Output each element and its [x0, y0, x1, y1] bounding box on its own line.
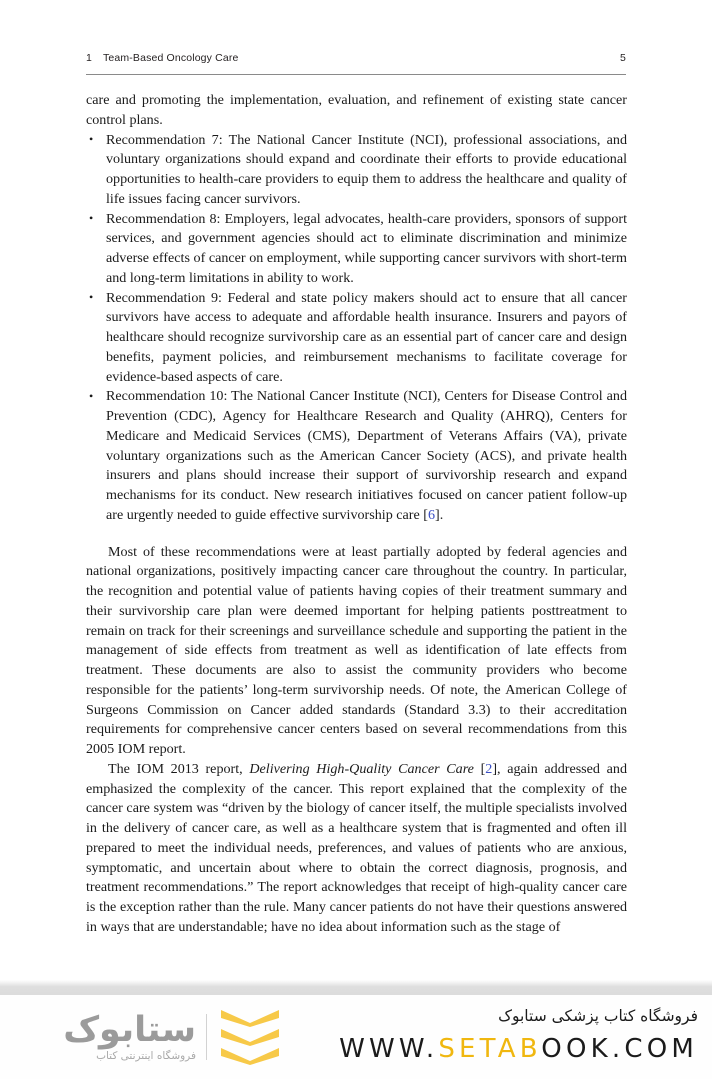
- brand-text-block: [278, 1004, 698, 1066]
- url-brand-b: B: [519, 1034, 542, 1064]
- page-number: 5: [620, 52, 626, 64]
- chapter-number: 1: [86, 52, 92, 64]
- paragraph-rest-text: again addressed and emphasized the complexity of the cancer. This report explained that the complexity of the cancer care system was “driven by the biology of cancer itself, the multiple specialists involved in the delivery of cancer care, as well as a healthcare system that is fragmented and often ill prepared to meet the individual needs, preferences, and values of patients who are anxious, symptomatic, and uncertain about where to obtain the correct diagnosis, prognosis, and treatment recommendations.” The report acknowledges that receipt of high-quality cancer care is the exception rather than the rule. Many cancer patients do not have their questions answered in ways that are understandable; have no idea about information such as the stage of: [86, 760, 627, 935]
- continued-paragraph: care and promoting the implementation, evaluation, and refinement of existing state cancer control plans.: [86, 92, 627, 128]
- work-title: Delivering High-Quality Cancer Care: [249, 760, 474, 777]
- url-brand-seta: SETA: [438, 1034, 520, 1064]
- citation-open-bracket: [: [473, 760, 486, 777]
- recommendation-10-text: Recommendation 10: The National Cancer Institute (NCI), Centers for Disease Control and Prevention (CDC), Agency for Healthcare Research and Quality (AHRQ), Centers for Medicare and Medicaid Services (CMS), Department of Veterans Affairs (VA), private voluntary organizations such as the American Cancer Society (ACS), and private health insurers and plans should increase their support of survivorship research and expand mechanisms for its conduct. New research initiatives focused on cancer patient follow-up are urgently needed to guide effective survivorship care [: [106, 388, 627, 523]
- recommendation-10-text-tail: ].: [435, 506, 444, 523]
- chevron-down-icon: [221, 1029, 279, 1046]
- footer-separator: [0, 980, 712, 995]
- list-item-recommendation-10: [86, 387, 627, 525]
- running-head: [86, 52, 626, 64]
- logo-divider: [206, 1014, 207, 1060]
- citation-close-bracket: ],: [492, 760, 508, 777]
- logo-wordmark: ستابوک: [63, 1010, 196, 1050]
- chevron-down-icon: [221, 1010, 279, 1027]
- paragraph-adoption: Most of these recommendations were at least partially adopted by federal agencies and national organizations, positively impacting cancer care throughout the country. In particular, the recognition and potential value of patients having copies of their treatment summary and their survivorship care plan were deemed important for helping patients posttreatment to remain on track for their screenings and surveillance schedule and supporting the patient in the management of side effects from treatment as well as identification of late effects from treatment. These documents are also to assist the community providers who become responsible for the patients’ long-term survivorship needs. Of note, the American College of Surgeons Commission on Cancer added standards (Standard 3.3) to their accreditation requirements for comprehensive cancer centers based on several recommendations from this 2005 IOM report.: [86, 543, 627, 757]
- logo-subtitle: فروشگاه اینترنتی کتاب: [96, 1050, 196, 1062]
- brand-tagline: فروشگاه کتاب پزشکی ستابوک: [498, 1007, 698, 1025]
- running-head-left: [86, 52, 239, 64]
- chevron-mark-icon: [221, 1009, 279, 1065]
- header-rule: [86, 74, 626, 75]
- list-item-recommendation-8: • Recommendation 8: Employers, legal advocates, health-care providers, sponsors of support services, and government agencies should act to eliminate discrimination and minimize adverse effects of cancer on employment, while supporting cancer survivors with short-term and long-term limitations in ability to work.: [86, 210, 627, 289]
- citation-reference-2[interactable]: 2: [485, 760, 493, 777]
- brand-url[interactable]: [339, 1032, 698, 1066]
- brand-logo[interactable]: [38, 1003, 298, 1071]
- citation-reference-6[interactable]: 6: [427, 506, 435, 523]
- paragraph-lead-text: The IOM 2013 report,: [108, 760, 250, 777]
- list-item-recommendation-9: • Recommendation 9: Federal and state policy makers should act to ensure that all cancer survivors have access to adequate and affordable health insurance. Insurers and payors of healthcare should recognize survivorship care as an essential part of cancer care and design benefits, payment policies, and reimbursement mechanisms to facilitate coverage for evidence-based aspects of care.: [86, 289, 627, 388]
- recommendations-list: [86, 131, 627, 526]
- chapter-title: Team-Based Oncology Care: [103, 52, 239, 64]
- list-item-recommendation-7: • Recommendation 7: The National Cancer Institute (NCI), professional associations, and voluntary organizations should expand and coordinate their efforts to provide educational opportunities to health-care providers to equip them to address the healthcare and quality of life issues facing cancer survivors.: [86, 131, 627, 210]
- footer-banner: [0, 995, 712, 1079]
- chevron-down-icon: [221, 1048, 279, 1065]
- logo-wordmark-block: [38, 1011, 196, 1063]
- url-prefix: WWW.: [339, 1034, 439, 1064]
- page-content: [86, 91, 627, 938]
- paragraph-iom-2013: [86, 760, 627, 938]
- url-suffix: OOK.COM: [541, 1034, 698, 1064]
